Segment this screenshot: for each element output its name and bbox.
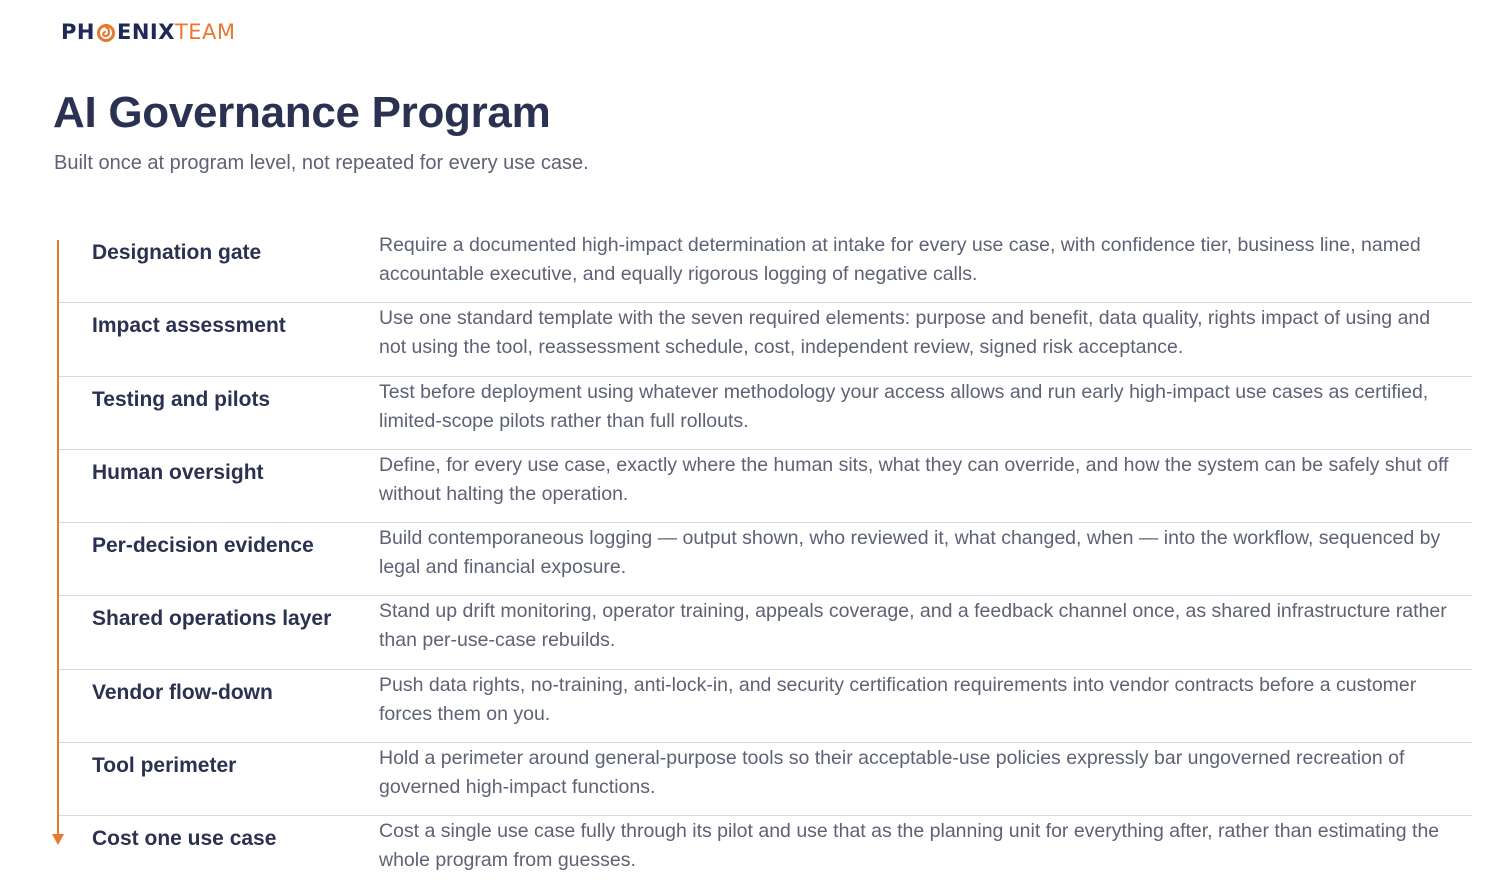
program-step-row: [59, 523, 1472, 596]
program-step-row: [59, 743, 1472, 816]
step-description: Define, for every use case, exactly where the human sits, what they can override, and how the system can be safely shut off without halting the operation.: [379, 453, 1449, 505]
step-description: Build contemporaneous logging — output shown, who reviewed it, what changed, when — into the workflow, sequenced by legal and financial exposure.: [379, 527, 1441, 579]
phoenix-swirl-icon: [96, 23, 116, 43]
step-label: Per-decision evidence: [92, 534, 314, 558]
step-description: Cost a single use case fully through its pilot and use that as the planning unit for everything after, rather than estimating the whole program from guesses.: [379, 820, 1440, 872]
step-description: Hold a perimeter around general-purpose tools so their acceptable-use policies expressly bar ungoverned recreation of governed high-impact functions.: [379, 747, 1405, 799]
step-label: Designation gate: [92, 241, 262, 264]
step-description: Push data rights, no-training, anti-lock-in, and security certification requirements into vendor contracts before a customer forces them on you.: [379, 673, 1417, 725]
step-label: Vendor flow-down: [92, 680, 273, 704]
step-label: Shared operations layer: [92, 607, 332, 631]
brand-name-part2: TEAM: [174, 19, 236, 44]
step-label: Cost one use case: [92, 827, 277, 851]
step-description: Test before deployment using whatever methodology your access allows and run early high-impact use cases as certified, limited-scope pilots rather than full rollouts.: [379, 380, 1429, 432]
step-label: Tool perimeter: [92, 754, 237, 778]
program-step-row: [59, 230, 1472, 303]
program-step-row: [59, 670, 1472, 743]
program-step-row: [59, 816, 1472, 889]
program-step-row: [59, 377, 1472, 450]
program-step-row: [59, 303, 1472, 376]
step-description: Use one standard template with the seven required elements: purpose and benefit, data quality, rights impact of using and not using the tool, reassessment schedule, cost, independent review, signed risk acceptance.: [379, 307, 1431, 359]
step-label: Testing and pilots: [92, 387, 271, 411]
step-label: Impact assessment: [92, 314, 286, 338]
step-description: Require a documented high-impact determination at intake for every use case, with confidence tier, business line, named accountable executive, and equally rigorous logging of negative calls.: [379, 234, 1421, 285]
program-steps-list: [59, 230, 1472, 890]
program-step-row: [59, 596, 1472, 669]
page-title: AI Governance Program: [53, 88, 551, 137]
page-subtitle: Built once at program level, not repeated for every use case.: [54, 152, 589, 174]
program-step-row: [59, 450, 1472, 523]
brand-logo: [61, 18, 236, 46]
step-label: Human oversight: [92, 460, 264, 484]
brand-name-part1: PH ENIX: [61, 19, 175, 44]
step-description: Stand up drift monitoring, operator training, appeals coverage, and a feedback channel once, as shared infrastructure rather than per-use-case rebuilds.: [379, 600, 1447, 652]
